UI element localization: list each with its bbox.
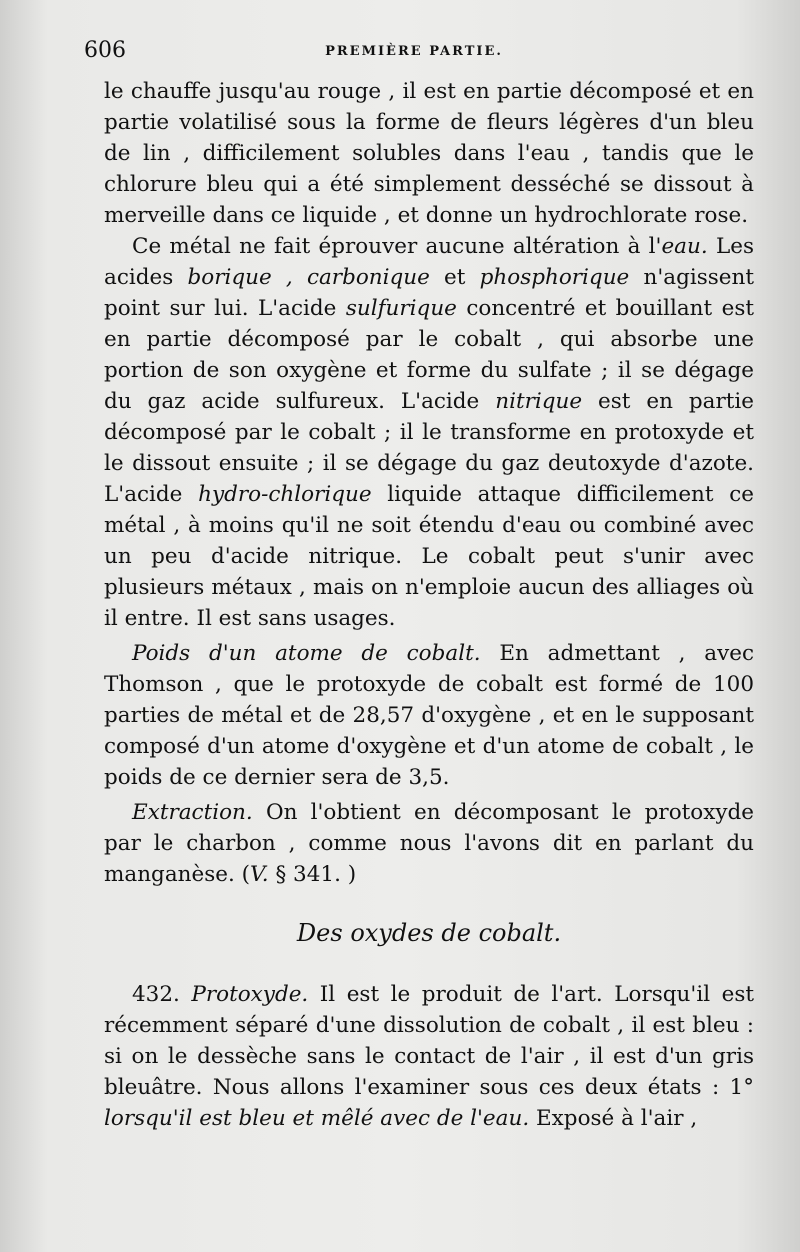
text-run: En admettant , avec Thomson , que le protoxyde de cobalt est formé de 100 parties de métal et de 28,57 d'oxygène , et en le supposant composé d'un atome d'oxygène et d'un atome de cobalt , le poids de ce dernier sera de 3,5. [104, 641, 754, 790]
text-run: Exposé à l'air , [529, 1106, 698, 1131]
italic-term: hydro-chlorique [198, 482, 372, 507]
text-run: et [429, 265, 480, 290]
page-header [84, 38, 744, 68]
paragraph-continuation: le chauffe jusqu'au rouge , il est en partie décomposé et en partie volatilisé sous la forme de fleurs légères d'un bleu de lin , difficilement solubles dans l'eau , tandis que le chlorure bleu qui a été simplement desséché se dissout à merveille dans ce liquide , et donne un hydrochlorate rose. [104, 79, 754, 228]
italic-term: phosphorique [479, 265, 630, 290]
italic-heading: Extraction. [132, 800, 253, 825]
text-run: est en partie décomposé par le cobalt ; il le transforme en protoxyde et le dissout ensuite ; il se dégage du gaz deutoxyde d'azote. L'acide [104, 389, 754, 507]
italic-term: nitrique [495, 389, 583, 414]
text-run: liquide attaque difficilement ce métal , à moins qu'il ne soit étendu d'eau ou combiné avec un peu d'acide nitrique. Le cobalt peut s'unir avec plusieurs métaux , mais on n'emploie aucun des alliages où il entre. Il est sans usages. [104, 482, 754, 631]
text-run: On l'obtient en décomposant le protoxyde par le charbon , comme nous l'avons dit en parlant du manganèse. ( [104, 800, 754, 887]
text-run: Il est le produit de l'art. Lorsqu'il est récemment séparé d'une dissolution de cobalt , il est bleu : si on le dessèche sans le contact de l'air , il est d'un gris bleuâtre. Nous allons l'examiner sous ces deux états : 1° [104, 982, 754, 1100]
running-head: PREMIÈRE PARTIE. [325, 44, 503, 59]
italic-term: eau. [661, 234, 708, 259]
italic-heading: Poids d'un atome de cobalt. [132, 641, 481, 666]
italic-term: borique , carbonique [187, 265, 430, 290]
italic-heading: Protoxyde. [191, 982, 309, 1007]
paragraph-protoxide [104, 979, 754, 1134]
paragraph-extraction [104, 797, 754, 890]
text-run: § 341. ) [268, 862, 357, 887]
body-text [104, 76, 754, 1134]
text-run: n'agissent point sur lui. L'acide [104, 265, 754, 321]
italic-term: lorsqu'il est bleu et mêlé avec de l'eau. [104, 1106, 530, 1131]
paragraph-acids [104, 231, 754, 634]
paragraph-atomic-weight [104, 638, 754, 793]
italic-term: V. [250, 862, 269, 887]
text-run: 432. [132, 982, 192, 1007]
page-number: 606 [84, 38, 126, 63]
text-run: Ce métal ne fait éprouver aucune altération à l' [132, 234, 662, 259]
section-title: Des oxydes de cobalt. [296, 919, 562, 947]
text-run: concentré et bouillant est en partie décomposé par le cobalt , qui absorbe une portion de son oxygène et forme du sulfate ; il se dégage du gaz acide sulfureux. L'acide [104, 296, 754, 414]
italic-term: sulfurique [345, 296, 457, 321]
text-run: Les acides [104, 234, 754, 290]
